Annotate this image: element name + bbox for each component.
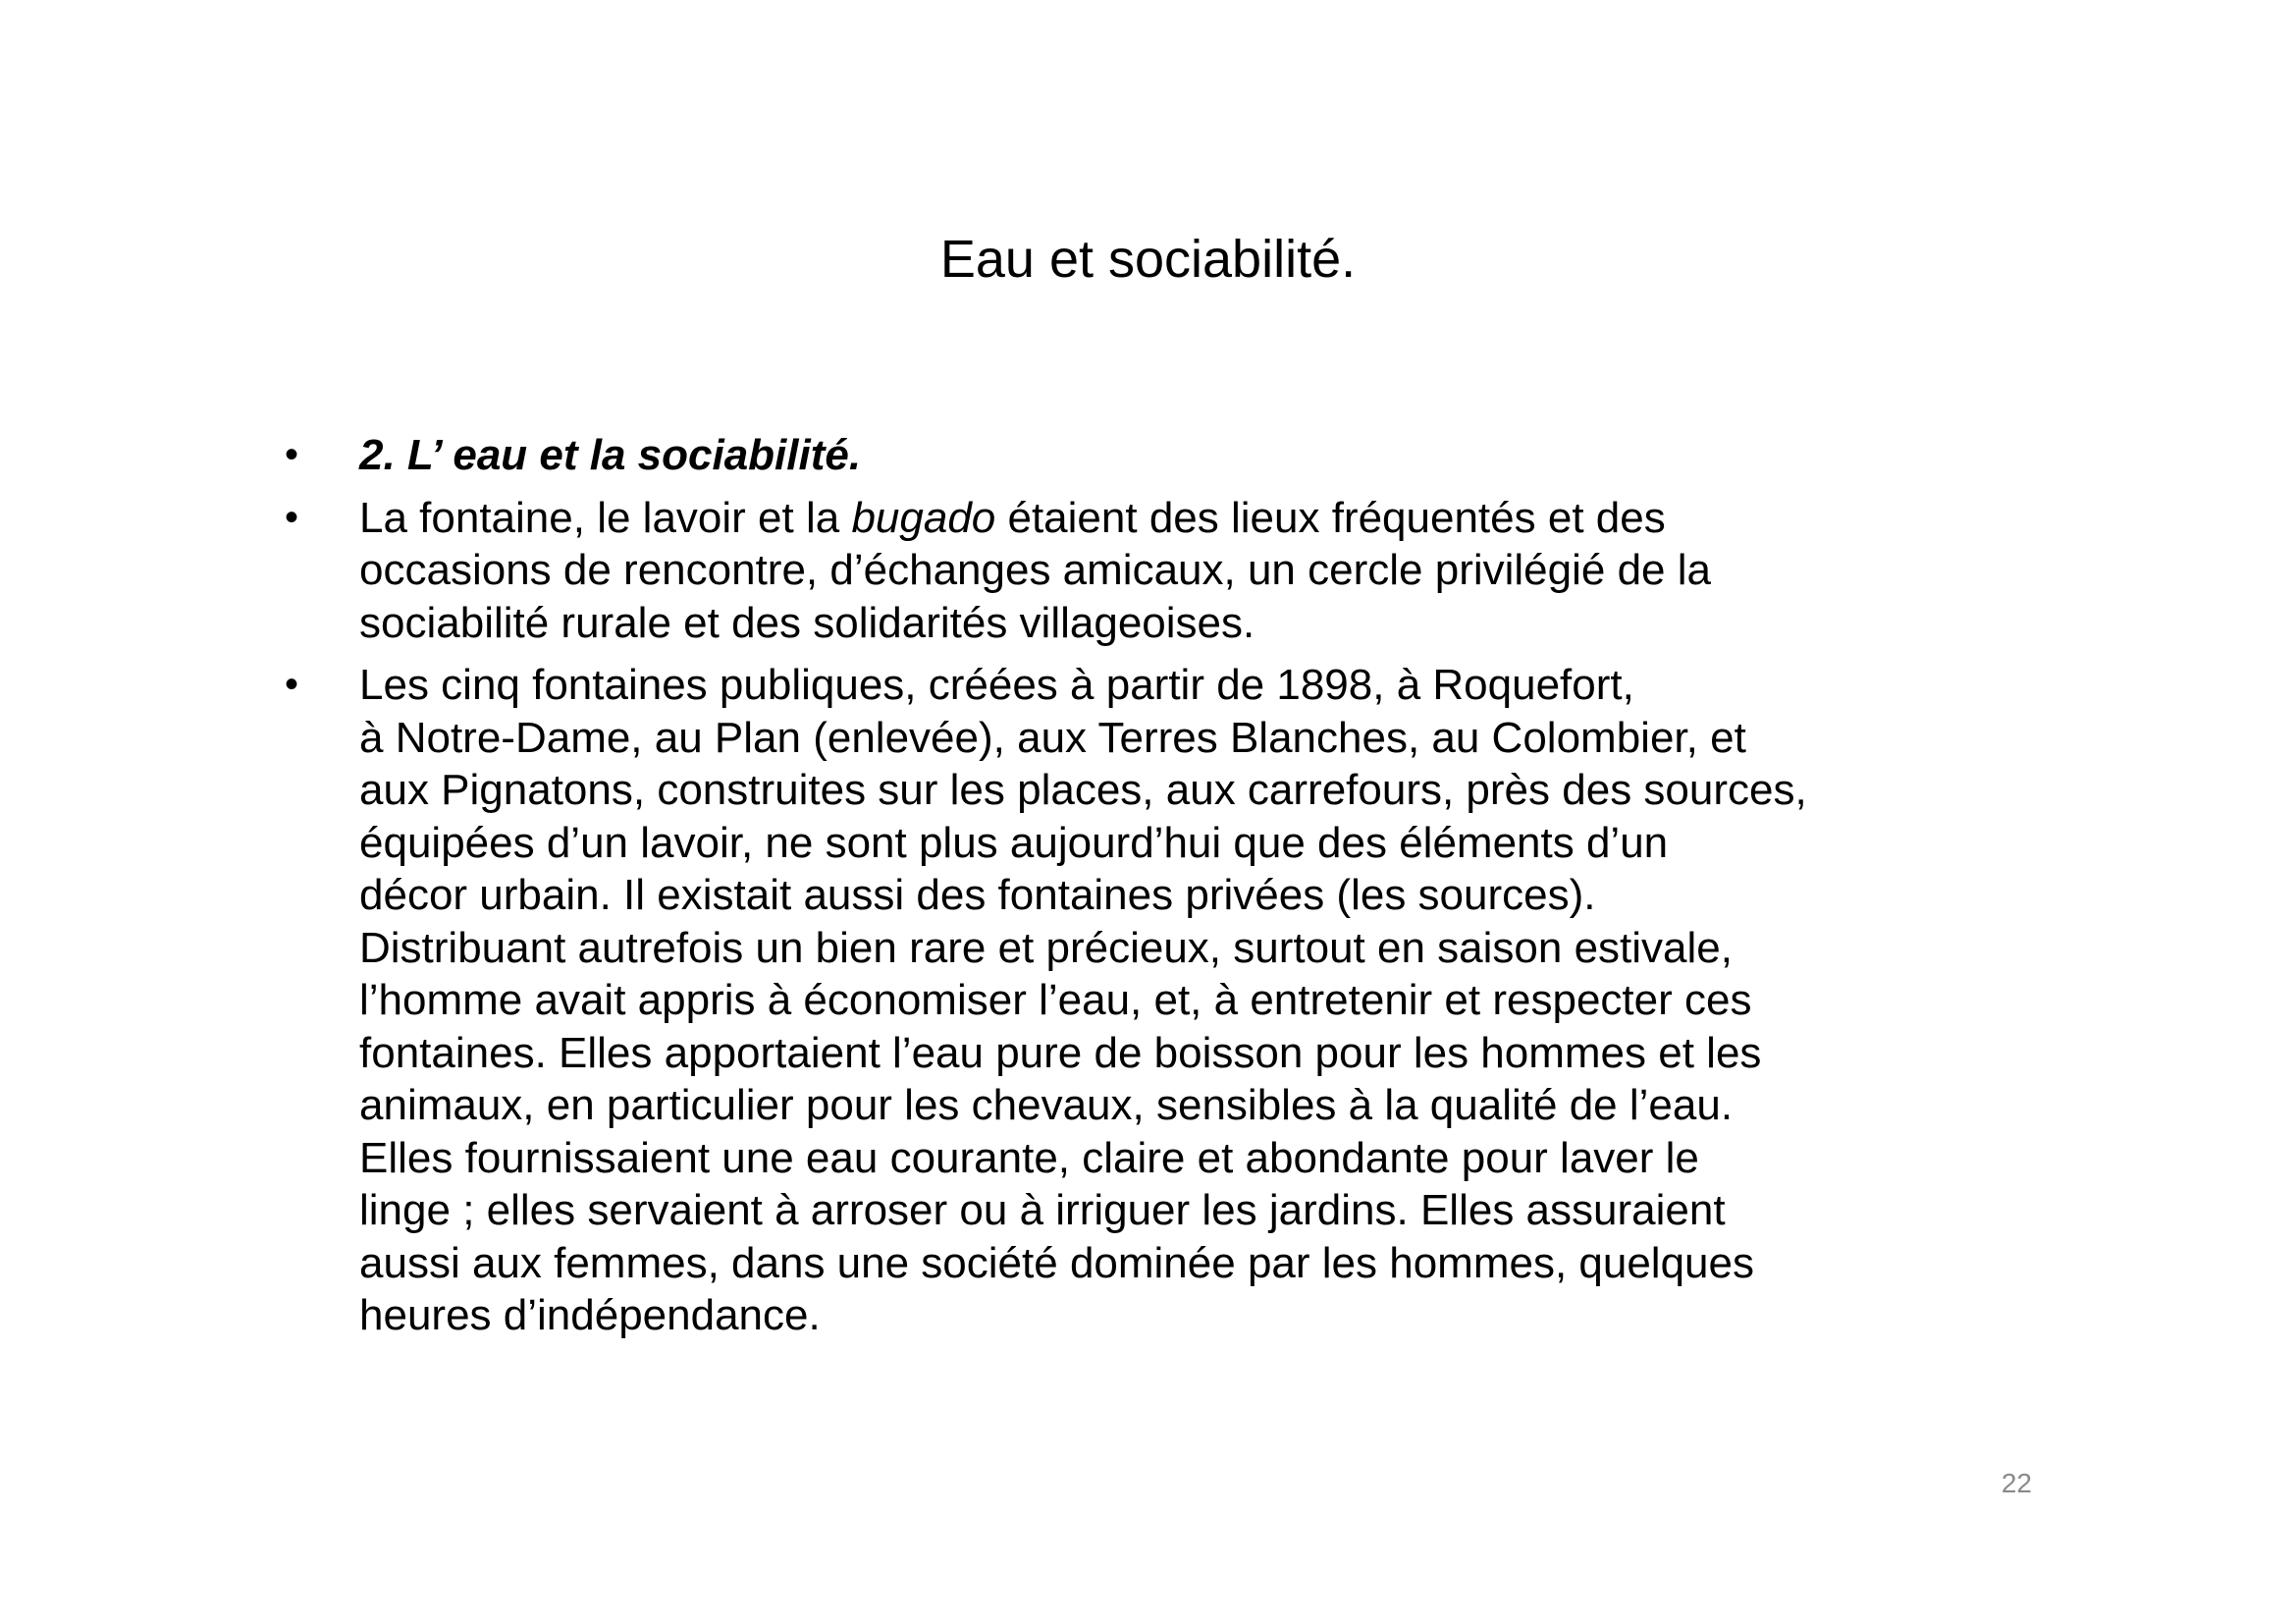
- text-run: étaient des lieux fréquentés et des: [995, 493, 1666, 542]
- paragraph-line: [359, 492, 2042, 545]
- paragraph-line: Les cinq fontaines publiques, créées à partir de 1898, à Roquefort,: [359, 661, 1634, 709]
- paragraph-line: animaux, en particulier pour les chevaux, sensibles à la qualité de l’eau.: [359, 1081, 1734, 1129]
- bullet-list: [285, 429, 2042, 1352]
- bullet-item-heading: [285, 429, 2042, 482]
- bullet-marker: •: [285, 663, 299, 706]
- slide-title: Eau et sociabilité.: [939, 230, 1357, 289]
- italic-term: bugado: [851, 493, 996, 542]
- paragraph-line: l’homme avait appris à économiser l’eau, et, à entretenir et respecter ces: [359, 976, 1752, 1024]
- bullet-marker: •: [285, 433, 299, 476]
- paragraph-line: linge ; elles servaient à arroser ou à irriguer les jardins. Elles assuraient: [359, 1186, 1726, 1234]
- paragraph-line: fontaines. Elles apportaient l’eau pure de boisson pour les hommes et les: [359, 1028, 1762, 1077]
- bullet-marker: •: [285, 495, 299, 539]
- paragraph-line: Distribuant autrefois un bien rare et précieux, surtout en saison estivale,: [359, 923, 1733, 972]
- paragraph-line: heures d’indépendance.: [359, 1291, 821, 1339]
- paragraph-line: aux Pignatons, construites sur les places, aux carrefours, près des sources,: [359, 766, 1807, 814]
- bullet-item-fontaine: [285, 492, 2042, 650]
- paragraph-line: Elles fournissaient une eau courante, claire et abondante pour laver le: [359, 1133, 1699, 1182]
- text-run: La fontaine, le lavoir et la: [359, 493, 852, 542]
- paragraph-line: équipées d’un lavoir, ne sont plus aujourd’hui que des éléments d’un: [359, 818, 1669, 867]
- paragraph-line: occasions de rencontre, d’échanges amicaux, un cercle privilégié de la: [359, 546, 1711, 594]
- paragraph-line: décor urbain. Il existait aussi des fontaines privées (les sources).: [359, 871, 1596, 919]
- paragraph-line: sociabilité rurale et des solidarités villageoises.: [359, 598, 1255, 647]
- section-heading: 2. L’ eau et la sociabilité.: [359, 431, 862, 479]
- bullet-item-fontaines-publiques: [285, 659, 2042, 1342]
- paragraph-line: aussi aux femmes, dans une société dominée par les hommes, quelques: [359, 1238, 1754, 1287]
- paragraph-line: à Notre-Dame, au Plan (enlevée), aux Terres Blanches, au Colombier, et: [359, 713, 1746, 762]
- page-number: 22: [2001, 1468, 2032, 1498]
